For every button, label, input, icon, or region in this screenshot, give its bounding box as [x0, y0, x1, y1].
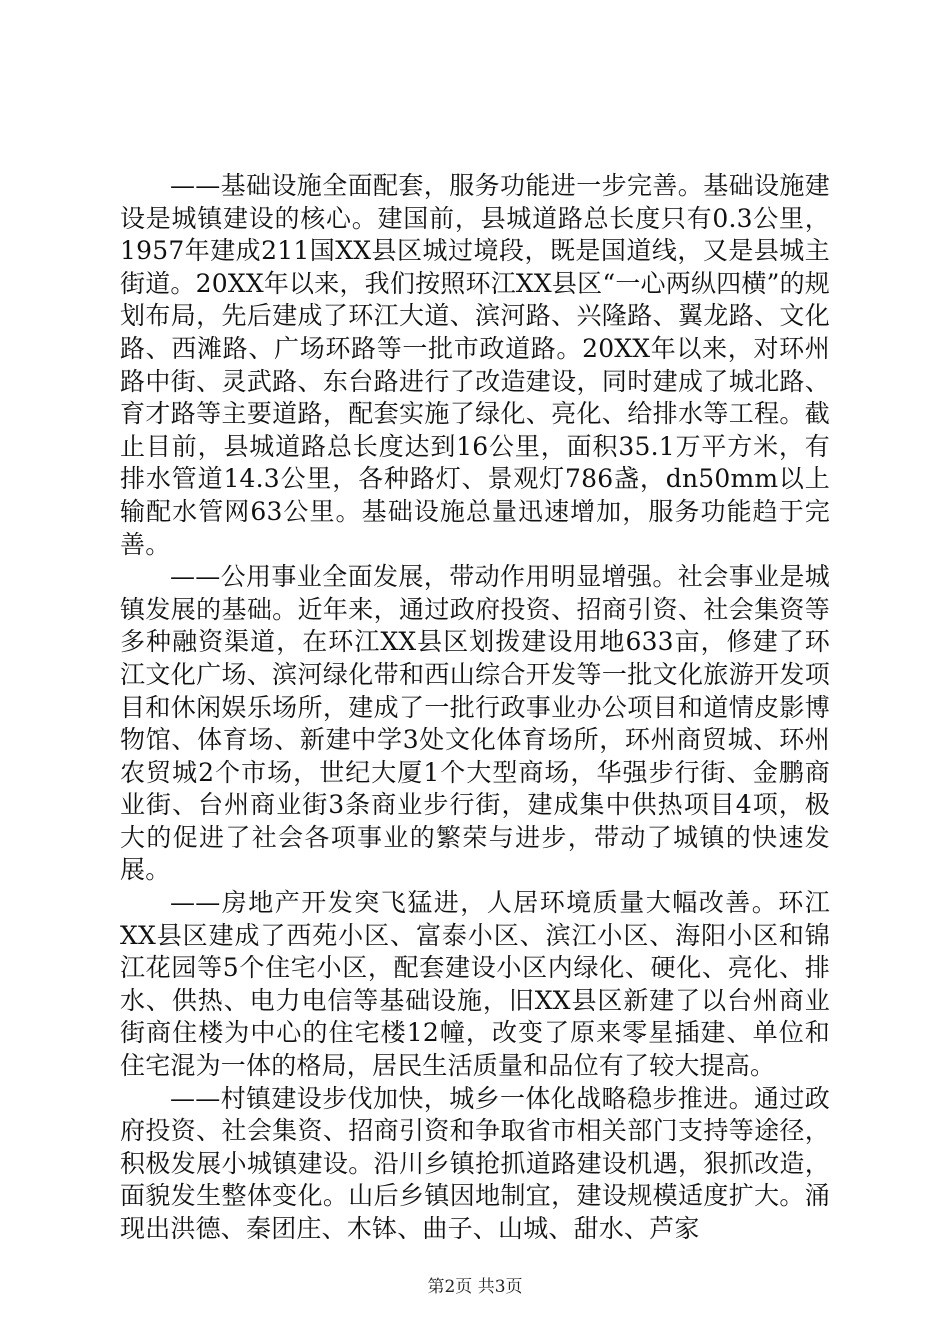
paragraph-real-estate: ——房地产开发突飞猛进，人居环境质量大幅改善。环江XX县区建成了西苑小区、富泰小区、滨江小区、海阳小区和锦江花园等5个住宅小区，配套建设小区内绿化、硬化、亮化、排水、供热、电力电信等基础设施，旧XX县区新建了以台州商业街商住楼为中心的住宅楼12幢，改变了原来零星插建、单位和住宅混为一体的格局，居民生活质量和品位有了较大提高。 [120, 888, 830, 1081]
page-number-footer: 第2页 共3页 [427, 1277, 523, 1297]
paragraph-public-utilities: ——公用事业全面发展，带动作用明显增强。社会事业是城镇发展的基础。近年来，通过政府投资、招商引资、社会集资等多种融资渠道，在环江XX县区划拨建设用地633亩，修建了环江文化广场、滨河绿化带和西山综合开发等一批文化旅游开发项目和休闲娱乐场所，建成了一批行政事业办公项目和道情皮影博物馆、体育场、新建中学3处文化体育场所，环州商贸城、环州农贸城2个市场，世纪大厦1个大型商场，华强步行街、金鹏商业街、台州商业街3条商业步行街，建成集中供热项目4项，极大的促进了社会各项事业的繁荣与进步，带动了城镇的快速发展。 [120, 562, 830, 885]
paragraph-village-construction: ——村镇建设步伐加快，城乡一体化战略稳步推进。通过政府投资、社会集资、招商引资和争取省市相关部门支持等途径，积极发展小城镇建设。沿川乡镇抢抓道路建设机遇，狠抓改造，面貌发生整体变化。山后乡镇因地制宜，建设规模适度扩大。涌现出洪德、秦团庄、木钵、曲子、山城、甜水、芦家 [120, 1083, 830, 1243]
paragraph-infrastructure: ——基础设施全面配套，服务功能进一步完善。基础设施建设是城镇建设的核心。建国前，县城道路总长度只有0.3公里，1957年建成211国XX县区城过境段，既是国道线，又是县城主街道。20XX年以来，我们按照环江XX县区“一心两纵四横”的规划布局，先后建成了环江大道、滨河路、兴隆路、翼龙路、文化路、西滩路、广场环路等一批市政道路。20XX年以来，对环州路中街、灵武路、东台路进行了改造建设，同时建成了城北路、育才路等主要道路，配套实施了绿化、亮化、给排水等工程。截止目前，县城道路总长度达到16公里，面积35.1万平方米，有排水管道14.3公里，各种路灯、景观灯786盏，dn50mm以上输配水管网63公里。基础设施总量迅速增加，服务功能趋于完善。 [120, 171, 830, 559]
document-body [120, 170, 830, 1246]
